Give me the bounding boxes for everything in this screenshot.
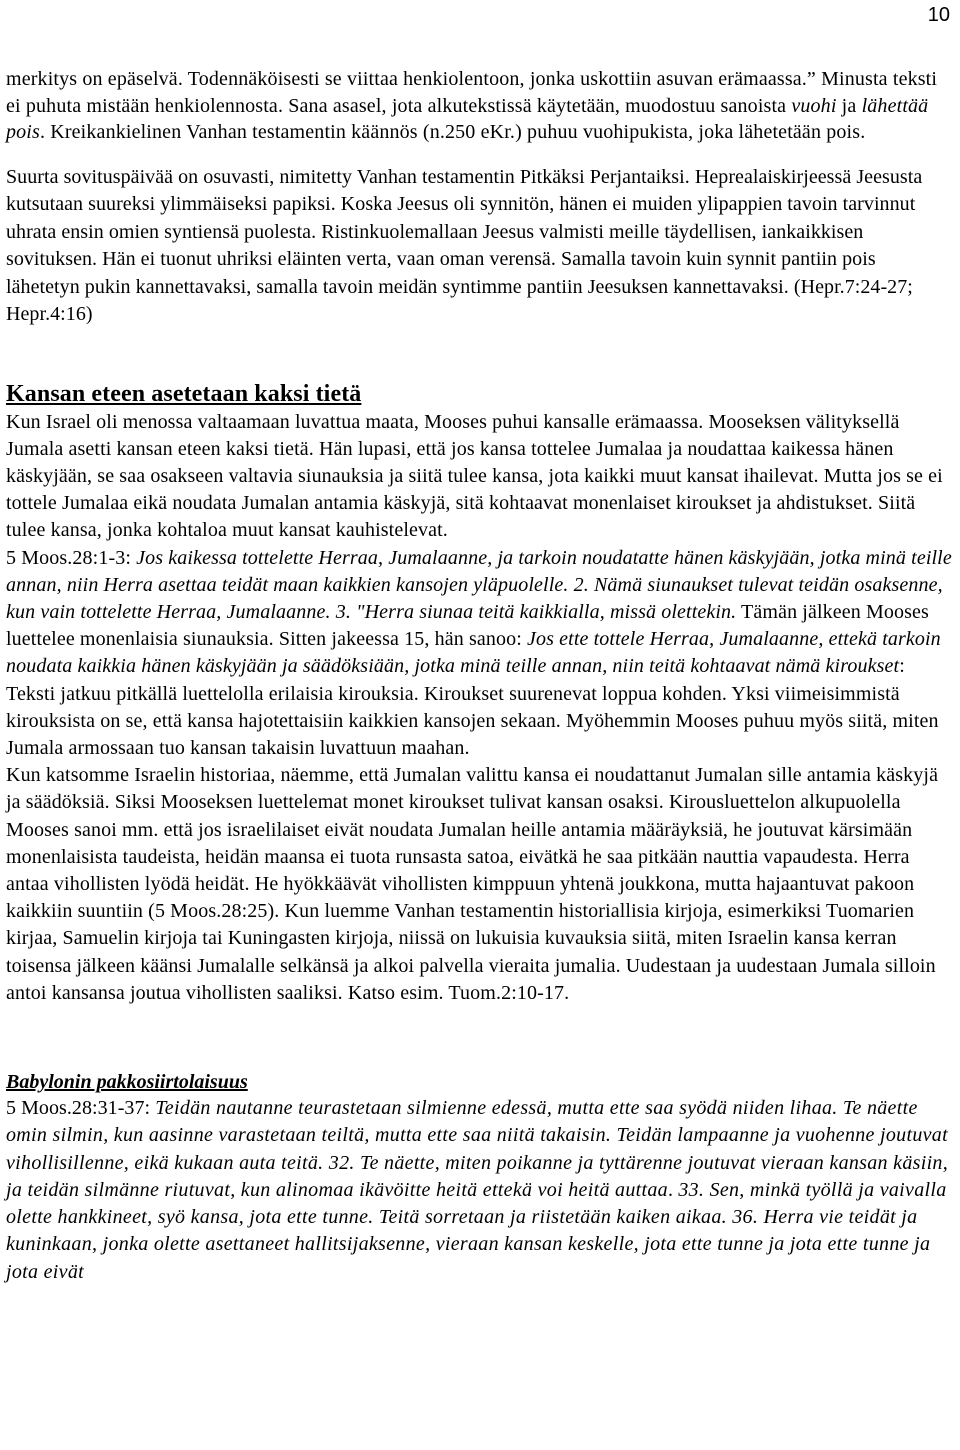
- paragraph-1: [6, 66, 952, 146]
- scripture-reference: 5 Moos.28:31-37:: [6, 1096, 156, 1119]
- scripture-reference: 5 Moos.28:1-3:: [6, 546, 137, 569]
- section-heading-kaksi-tieta: Kansan eteen asetetaan kaksi tietä: [6, 380, 362, 407]
- scripture-quote: 33. Sen, minkä työllä ja vaivalla olette hankkineet, syö kansa, jota ette tunne. Teitä sorretaan ja riistetään kaiken aikaa. 36. Herra vie teidät ja kuninkaan, jonka olette asettaneet hallitsijaksenne, vieraan kansan keskelle, jota ette tunne ja jota ette tunne ja jota eivät: [6, 1178, 947, 1283]
- text-run: Kun katsomme Israelin historiaa, näemme, että Jumalan valittu kansa ei noudattanut Jumalan sille antamia käskyjä ja säädöksiä. Siksi Mooseksen luettelemat monet kiroukset tulivat kansan osaksi. Kirousluettelon alkupuolella Mooses sanoi mm. että jos israelilaiset eivät noudata Jumalan heille antamia määräyksiä, he joutuvat kärsimään monenlaisista taudeista, heidän maansa ei tuota runsasta satoa, eivätkä he saa pitkään nauttia vapaudesta. Herra antaa vihollisten lyödä heidät. He hyökkäävät vihollisten kimppuun yhtenä joukkona, mutta hajaantuvat pakoon kaikkiin suuntiin (5 Moos.28:25). Kun luemme Vanhan testamentin historiallisia kirjoja, esimerkiksi Tuomarien kirjaa, Samuelin kirjoja tai Kuningasten kirjoja, niissä on lukuisia kuvauksia siitä, miten Israelin kansa kerran toisensa jälkeen käänsi Jumalalle selkänsä ja alkoi palvella vieraita jumalia. Uudestaan ja uudestaan Jumala silloin antoi kansansa joutua vihollisten saaliksi. Katso esim. Tuom.2:10-17.: [6, 764, 939, 1004]
- text-run: . Kreikankielinen Vanhan testamentin käännös (n.250 eKr.) puhuu vuohipukista, joka lähetetään pois.: [39, 121, 866, 143]
- text-run: ja: [836, 94, 862, 117]
- section-heading-babylon: Babylonin pakkosiirtolaisuus: [6, 1070, 248, 1093]
- italic-term: vuohi: [791, 94, 837, 117]
- scripture-quote: Jos kaikessa tottelette Herraa, Jumalaanne, ja tarkoin noudatatte hänen käskyjään, jotka minä teille annan, niin Herra asettaa teidät maan kaikkien kansojen yläpuolelle. 2. Nämä siunaukset tulevat teidän osaksenne, kun vain tottelette Herraa, Jumalaanne. 3. "Herra siunaa teitä kaikkialla, missä olettekin.: [6, 546, 952, 623]
- text-run: .: [667, 1178, 674, 1201]
- paragraph-2: Suurta sovituspäivää on osuvasti, nimitetty Vanhan testamentin Pitkäksi Perjantaiksi. Heprealaiskirjeessä Jeesusta kutsutaan suureksi ylimmäiseksi papiksi. Koska Jeesus oli synnitön, hänen ei muiden ylipappien tavoin tarvinnut uhrata ensin omien syntiensä puolesta. Ristinkuolemallaan Jeesus valmisti meille täydellisen, iankaikkisen sovituksen. Hän ei tuonut uhriksi eläinten verta, vaan oman verensä. Samalla tavoin kuin synnit pantiin pois lähetetyn pukin kannettavaksi, samalla tavoin meidän syntimme pantiin Jeesuksen kannettavaksi. (Hepr.7:24-27; Hepr.4:16): [6, 165, 923, 325]
- text-run: : Teksti jatkuu pitkällä luettelolla erilaisia kirouksia. Kiroukset suurenevat loppua kohden. Yksi viimeisimmistä kirouksista on se, että kansa hajotettaisiin kaikkien kansojen sekaan. Myöhemmin Mooses puhuu myös siitä, miten Jumala armossaan tuo kansan takaisin luvattuun maahan.: [6, 655, 939, 759]
- paragraph-3: Kun Israel oli menossa valtaamaan luvattua maata, Mooses puhui kansalle erämaassa. Mooseksen välityksellä Jumala asetti kansan eteen kaksi tietä. Hän lupasi, että jos kansa tottelee Jumalaa ja noudattaa kaikessa hänen käskyjään, se saa osakseen valtavia siunauksia ja siitä tulee kansa, jota kaikki muut kansat ihailevat. Mutta jos se ei tottele Jumalaa eikä noudata Jumalan antamia käskyjä, sitä kohtaavat monenlaiset kiroukset ja ahdistukset. Siitä tulee kansa, jonka kohtaloa muut kansat kauhistelevat.: [6, 410, 943, 542]
- document-body: [6, 66, 952, 1286]
- text-run: Tämän jälkeen Mooses luettelee monenlaisia siunauksia. Sitten jakeessa 15, hän sanoo:: [6, 600, 929, 651]
- paragraph-5: [6, 1095, 952, 1286]
- text-run: merkitys on epäselvä. Todennäköisesti se viittaa henkiolentoon, jonka uskottiin asuvan erämaassa.” Minusta teksti ei puhuta mistään henkiolennosta. Sana asasel, jota alkutekstissä käytetään, muodostuu sanoista: [6, 68, 938, 117]
- scripture-quote: Teidän nautanne teurastetaan silmienne edessä, mutta ette saa syödä niiden lihaa. Te näette omin silmin, kun aasinne varastetaan teiltä, mutta ette saa niitä takaisin. Teidän lampaanne ja vuohenne joutuvat vihollisillenne, eikä kukaan auta teitä. 32. Te näette, miten poikanne ja tyttärenne joutuvat vieraan kansan käsiin, ja teidän silmänne riutuvat, kun alinomaa ikävöitte heitä ettekä voi heitä auttaa: [6, 1096, 949, 1201]
- page-number: 10: [927, 4, 950, 26]
- paragraph-4: [6, 545, 952, 1007]
- italic-term: lähettää pois: [6, 94, 929, 143]
- scripture-quote: Jos ette tottele Herraa, Jumalaanne, ettekä tarkoin noudata kaikkia hänen käskyjään ja säädöksiään, jotka minä teille annan, niin teitä kohtaavat nämä kiroukset: [6, 628, 941, 678]
